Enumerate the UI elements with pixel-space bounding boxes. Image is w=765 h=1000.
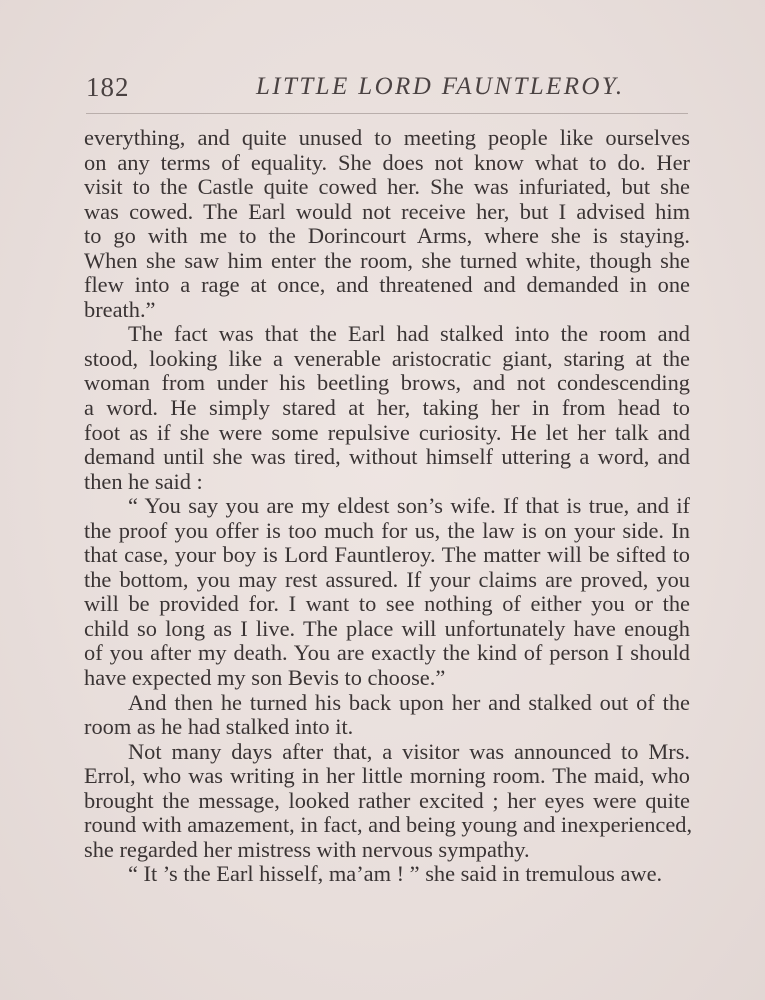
running-head	[86, 72, 688, 112]
text-line: The fact was that the Earl had stalked into the room and	[128, 321, 690, 347]
text-line: room as he had stalked into it.	[84, 714, 354, 740]
text-line: have expected my son Bevis to choose.”	[84, 665, 446, 691]
text-line: Not many days after that, a visitor was announced to Mrs.	[128, 738, 690, 764]
text-line: visit to the Castle quite cowed her. She was infuriated, but she	[84, 174, 690, 200]
text-line: will be provided for. I want to see nothing of either you or the	[84, 591, 690, 617]
text-line: the bottom, you may rest assured. If your claims are proved, you	[84, 566, 690, 592]
text-line: flew into a rage at once, and threatened and demanded in one	[84, 272, 690, 298]
text-line: demand until she was tired, without himself uttering a word, and	[84, 444, 690, 470]
text-line: round with amazement, in fact, and being young and inexperienced,	[84, 812, 693, 838]
text-line: on any terms of equality. She does not know what to do. Her	[84, 149, 690, 175]
text-line: a word. He simply stared at her, taking her in from head to	[84, 395, 690, 421]
text-line: “ You say you are my eldest son’s wife. If that is true, and if	[128, 493, 690, 519]
body-text	[84, 125, 693, 887]
text-line: she regarded her mistress with nervous sympathy.	[84, 836, 530, 862]
text-line: everything, and quite unused to meeting people like ourselves	[84, 125, 690, 150]
text-line: stood, looking like a venerable aristocratic giant, staring at the	[84, 345, 690, 371]
running-title: LITTLE LORD FAUNTLEROY.	[256, 73, 625, 100]
header-rule	[86, 113, 688, 114]
text-line: of you after my death. You are exactly the kind of person I should	[84, 640, 690, 666]
page-number: 182	[86, 72, 130, 102]
text-line: foot as if she were some repulsive curiosity. He let her talk and	[84, 419, 690, 445]
text-line: brought the message, looked rather excited ; her eyes were quite	[84, 787, 690, 813]
text-line: “ It ’s the Earl hisself, ma’am ! ” she said in tremulous awe.	[128, 861, 663, 887]
text-line: And then he turned his back upon her and stalked out of the	[128, 689, 690, 715]
text-line: woman from under his beetling brows, and not condescending	[84, 370, 690, 396]
text-line: was cowed. The Earl would not receive her, but I advised him	[84, 198, 690, 224]
text-line: breath.”	[84, 296, 156, 322]
text-line: child so long as I live. The place will unfortunately have enough	[84, 615, 690, 641]
text-line: When she saw him enter the room, she turned white, though she	[84, 247, 690, 273]
text-line: to go with me to the Dorincourt Arms, where she is staying.	[84, 223, 690, 249]
text-line: that case, your boy is Lord Fauntleroy. The matter will be sifted to	[84, 542, 690, 568]
text-line: the proof you offer is too much for us, the law is on your side. In	[84, 517, 690, 543]
text-line: then he said :	[84, 468, 203, 494]
text-line: Errol, who was writing in her little morning room. The maid, who	[84, 763, 690, 789]
